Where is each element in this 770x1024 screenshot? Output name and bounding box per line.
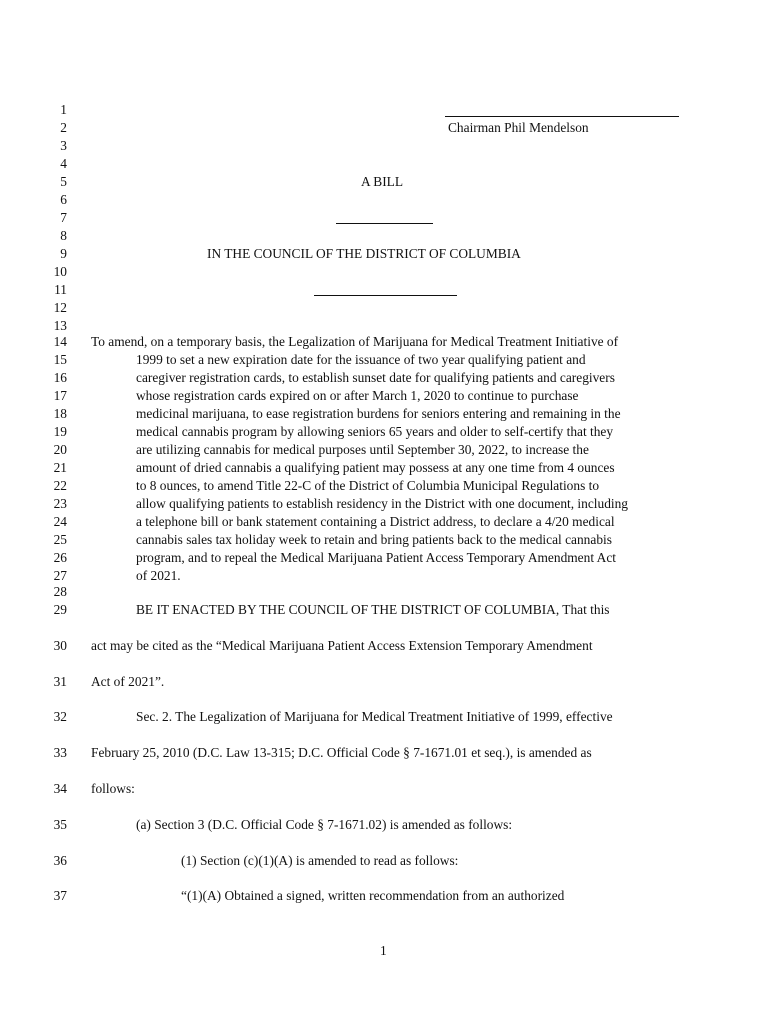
date-blank [314,295,457,296]
line-number: 28 [53,584,67,599]
line-number: 25 [53,532,67,547]
bill-number-blank [336,223,433,224]
body-line: act may be cited as the “Medical Marijuana Patient Access Extension Temporary Amendment [91,638,593,653]
signature-line [445,116,679,117]
line-number: 11 [54,282,67,297]
body-line: Act of 2021”. [91,674,165,689]
line-number: 15 [53,352,67,367]
purpose-line: 1999 to set a new expiration date for the issuance of two year qualifying patient and [136,352,586,367]
line-number: 17 [53,388,67,403]
purpose-line: a telephone bill or bank statement containing a District address, to declare a 4/20 medical [136,514,615,529]
purpose-line: of 2021. [136,568,181,583]
line-number: 10 [53,264,67,279]
introducer-name: Chairman Phil Mendelson [448,120,589,135]
line-number: 35 [53,817,67,832]
line-number: 3 [60,138,67,153]
line-number: 26 [53,550,67,565]
line-number: 23 [53,496,67,511]
purpose-line: amount of dried cannabis a qualifying patient may possess at any one time from 4 ounces [136,460,615,475]
body-line: follows: [91,781,135,796]
purpose-line: medical cannabis program by allowing seniors 65 years and older to self-certify that they [136,424,614,439]
line-number: 36 [53,853,67,868]
line-number: 12 [53,300,67,315]
line-number: 18 [53,406,67,421]
line-number: 33 [53,745,67,760]
purpose-line: caregiver registration cards, to establish sunset date for qualifying patients and caregivers [136,370,615,385]
purpose-line: medicinal marijuana, to ease registration burdens for seniors entering and remaining in the [136,406,621,421]
purpose-line: allow qualifying patients to establish residency in the District with one document, including [136,496,629,511]
line-number: 21 [53,460,67,475]
line-number: 9 [60,246,67,261]
quoted-text-line: “(1)(A) Obtained a signed, written recommendation from an authorized [181,888,565,903]
line-number: 13 [53,318,67,333]
line-number: 1 [60,102,67,117]
line-number: 30 [53,638,67,653]
line-number: 7 [60,210,67,225]
line-number: 34 [53,781,67,796]
line-number: 6 [60,192,67,207]
purpose-line: to 8 ounces, to amend Title 22-C of the District of Columbia Municipal Regulations to [136,478,600,493]
line-number: 8 [60,228,67,243]
line-number: 2 [60,120,67,135]
bill-title: A BILL [361,174,404,189]
purpose-line: program, and to repeal the Medical Marijuana Patient Access Temporary Amendment Act [136,550,616,565]
paragraph-line: (1) Section (c)(1)(A) is amended to read as follows: [181,853,459,868]
line-number: 14 [53,334,67,349]
purpose-line: To amend, on a temporary basis, the Legalization of Marijuana for Medical Treatment Initiative of [91,334,619,349]
line-number: 5 [60,174,67,189]
line-number: 27 [53,568,67,583]
purpose-line: whose registration cards expired on or after March 1, 2020 to continue to purchase [136,388,579,403]
line-number: 22 [53,478,67,493]
body-line: February 25, 2010 (D.C. Law 13-315; D.C. Official Code § 7-1671.01 et seq.), is amended as [91,745,592,760]
section-heading: Sec. 2. The Legalization of Marijuana for Medical Treatment Initiative of 1999, effective [136,709,613,724]
council-heading: IN THE COUNCIL OF THE DISTRICT OF COLUMBIA [207,246,521,261]
line-number: 32 [53,709,67,724]
line-number: 4 [60,156,67,171]
subsection-line: (a) Section 3 (D.C. Official Code § 7-1671.02) is amended as follows: [136,817,513,832]
line-number: 31 [53,674,67,689]
enacting-clause: BE IT ENACTED BY THE COUNCIL OF THE DISTRICT OF COLUMBIA, That this [136,602,610,617]
line-number: 29 [53,602,67,617]
line-number: 20 [53,442,67,457]
page-number: 1 [380,943,387,958]
line-number: 37 [53,888,67,903]
line-number: 19 [53,424,67,439]
line-number: 24 [53,514,67,529]
line-number: 16 [53,370,67,385]
purpose-line: cannabis sales tax holiday week to retain and bring patients back to the medical cannabis [136,532,612,547]
purpose-line: are utilizing cannabis for medical purposes until September 30, 2022, to increase the [136,442,589,457]
